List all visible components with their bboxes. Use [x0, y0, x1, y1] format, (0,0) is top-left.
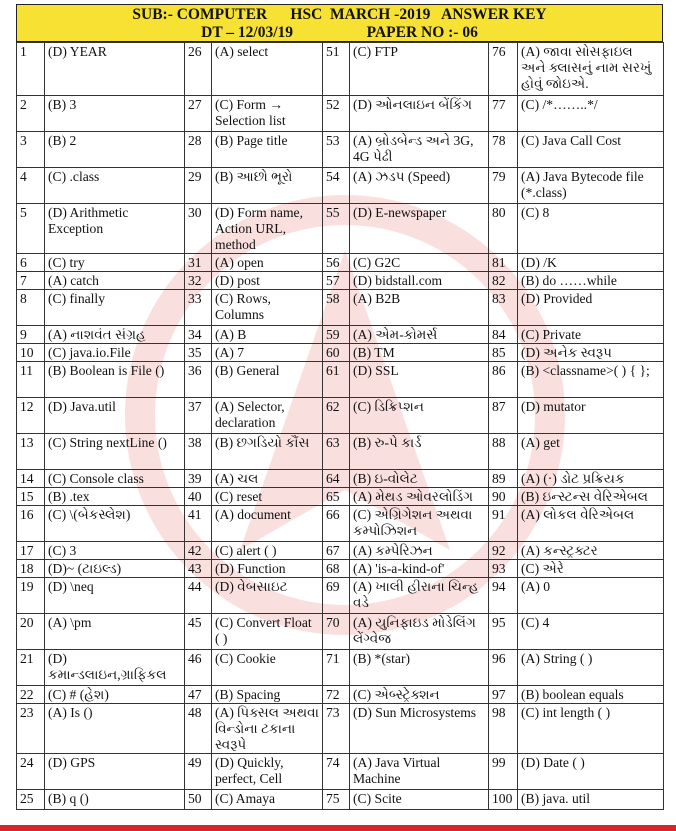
table-row — [17, 506, 664, 542]
question-number: 44 — [185, 578, 212, 614]
question-number: 49 — [185, 754, 212, 790]
answer-text: (C) reset — [212, 488, 323, 506]
question-number: 6 — [17, 254, 45, 272]
table-row — [17, 204, 664, 254]
answer-text: (A) ખાલી હીરાના ચિન્હ વડે — [350, 578, 489, 614]
answer-text: (B) ઇ-વોલેટ — [350, 470, 489, 488]
answer-text: (C) એગ્રિગેશન અથવા કમ્પોઝિશન — [350, 506, 489, 542]
question-number: 46 — [185, 650, 212, 686]
question-number: 45 — [185, 614, 212, 650]
question-number: 65 — [323, 488, 350, 506]
answer-text: (B) General — [212, 362, 323, 398]
question-number: 72 — [323, 686, 350, 704]
question-number: 78 — [489, 132, 518, 168]
answer-text: (C) એરે — [518, 560, 664, 578]
question-number: 85 — [489, 344, 518, 362]
question-number: 7 — [17, 272, 45, 290]
answer-text: (C) Java Call Cost — [518, 132, 664, 168]
answer-key-sheet — [16, 4, 663, 810]
question-number: 95 — [489, 614, 518, 650]
question-number: 86 — [489, 362, 518, 398]
answer-text: (B) આછો ભૂરો — [212, 168, 323, 204]
question-number: 16 — [17, 506, 45, 542]
table-row — [17, 43, 664, 96]
answer-text: (A) ચલ — [212, 470, 323, 488]
question-number: 37 — [185, 398, 212, 434]
answer-text: (C) ડિક્રિપ્શન — [350, 398, 489, 434]
answer-text: (B) .tex — [45, 488, 185, 506]
title-line-2: DT – 12/03/19 PAPER NO :- 06 — [201, 24, 478, 41]
answer-text: (C) Scite — [350, 790, 489, 810]
question-number: 35 — [185, 344, 212, 362]
table-row — [17, 362, 664, 398]
table-row — [17, 398, 664, 434]
question-number: 40 — [185, 488, 212, 506]
answer-text: (B) boolean equals — [518, 686, 664, 704]
question-number: 83 — [489, 290, 518, 326]
table-row — [17, 754, 664, 790]
question-number: 4 — [17, 168, 45, 204]
table-row — [17, 542, 664, 560]
question-number: 25 — [17, 790, 45, 810]
answer-text: (D) Quickly, perfect, Cell — [212, 754, 323, 790]
question-number: 26 — [185, 43, 212, 96]
question-number: 99 — [489, 754, 518, 790]
answer-text: (C) 4 — [518, 614, 664, 650]
answer-text: (A) 7 — [212, 344, 323, 362]
question-number: 3 — [17, 132, 45, 168]
question-number: 1 — [17, 43, 45, 96]
table-row — [17, 272, 664, 290]
question-number: 92 — [489, 542, 518, 560]
question-number: 76 — [489, 43, 518, 96]
answer-text: (B) *(star) — [350, 650, 489, 686]
answer-text: (D) ઓનલાઇન બેંકિંગ — [350, 96, 489, 132]
question-number: 84 — [489, 326, 518, 344]
answer-text: (D) અનેક સ્વરૂપ — [518, 344, 664, 362]
question-number: 94 — [489, 578, 518, 614]
question-number: 96 — [489, 650, 518, 686]
answer-text: (D) Arithmetic Exception — [45, 204, 185, 254]
question-number: 9 — [17, 326, 45, 344]
answer-text: (C) Console class — [45, 470, 185, 488]
answer-text: (D) mutator — [518, 398, 664, 434]
answer-text: (B) Spacing — [212, 686, 323, 704]
answer-text: (C) Cookie — [212, 650, 323, 686]
answer-text: (D) /K — [518, 254, 664, 272]
answer-text: (B) Page title — [212, 132, 323, 168]
question-number: 57 — [323, 272, 350, 290]
question-number: 14 — [17, 470, 45, 488]
question-number: 29 — [185, 168, 212, 204]
question-number: 60 — [323, 344, 350, 362]
answer-text: (A) Is () — [45, 704, 185, 754]
question-number: 30 — [185, 204, 212, 254]
question-number: 87 — [489, 398, 518, 434]
question-number: 48 — [185, 704, 212, 754]
question-number: 11 — [17, 362, 45, 398]
answer-text: (C) \(બેકસ્લેશ) — [45, 506, 185, 542]
answer-text: (C) 3 — [45, 542, 185, 560]
question-number: 79 — [489, 168, 518, 204]
question-number: 82 — [489, 272, 518, 290]
question-number: 24 — [17, 754, 45, 790]
question-number: 98 — [489, 704, 518, 754]
question-number: 75 — [323, 790, 350, 810]
answer-text: (D) post — [212, 272, 323, 290]
question-number: 17 — [17, 542, 45, 560]
answer-text: (D) Form name, Action URL, method — [212, 204, 323, 254]
answer-text: (A) મેથડ ઓવરલોડિંગ — [350, 488, 489, 506]
answer-text: (A) document — [212, 506, 323, 542]
answer-text: (A) Java Bytecode file (*.class) — [518, 168, 664, 204]
question-number: 20 — [17, 614, 45, 650]
answer-text: (A) એમ-કોમર્સ — [350, 326, 489, 344]
answer-text: (D) SSL — [350, 362, 489, 398]
answer-text: (A) B2B — [350, 290, 489, 326]
answer-text: (B) 3 — [45, 96, 185, 132]
question-number: 15 — [17, 488, 45, 506]
answer-text: (A) B — [212, 326, 323, 344]
question-number: 34 — [185, 326, 212, 344]
title-bar — [16, 4, 663, 42]
answer-text: (C) G2C — [350, 254, 489, 272]
answer-text: (D) કમાન્ડલાઇન,ગ્રાફિકલ — [45, 650, 185, 686]
question-number: 66 — [323, 506, 350, 542]
question-number: 61 — [323, 362, 350, 398]
table-row — [17, 168, 664, 204]
answer-text: (A) Java Virtual Machine — [350, 754, 489, 790]
answer-text: (A) પિક્સલ અથવા વિન્ડોના ટકાના સ્વરૂપે — [212, 704, 323, 754]
answer-text: (C) એબ્સ્ટ્રેક્શન — [350, 686, 489, 704]
answer-text: (A) કન્સ્ટ્રક્ટર — [518, 542, 664, 560]
question-number: 77 — [489, 96, 518, 132]
answer-text: (B) ઇન્સ્ટન્સ વેરિએબલ — [518, 488, 664, 506]
table-row — [17, 434, 664, 470]
answer-text: (C) Amaya — [212, 790, 323, 810]
answer-text: (B) do ……while — [518, 272, 664, 290]
answer-text: (C) String nextLine () — [45, 434, 185, 470]
answer-text: (A) 0 — [518, 578, 664, 614]
question-number: 55 — [323, 204, 350, 254]
question-number: 63 — [323, 434, 350, 470]
table-row — [17, 254, 664, 272]
answer-text: (D) YEAR — [45, 43, 185, 96]
table-row — [17, 560, 664, 578]
answer-text: (D) Date ( ) — [518, 754, 664, 790]
question-number: 90 — [489, 488, 518, 506]
question-number: 31 — [185, 254, 212, 272]
table-row — [17, 790, 664, 810]
question-number: 51 — [323, 43, 350, 96]
table-row — [17, 578, 664, 614]
question-number: 42 — [185, 542, 212, 560]
answer-text: (D) \neq — [45, 578, 185, 614]
answer-text: (C) /*……..*/ — [518, 96, 664, 132]
question-number: 21 — [17, 650, 45, 686]
table-row — [17, 132, 664, 168]
question-number: 81 — [489, 254, 518, 272]
question-number: 68 — [323, 560, 350, 578]
question-number: 33 — [185, 290, 212, 326]
table-row — [17, 344, 664, 362]
question-number: 19 — [17, 578, 45, 614]
table-row — [17, 650, 664, 686]
question-number: 39 — [185, 470, 212, 488]
question-number: 91 — [489, 506, 518, 542]
answer-text: (C) FTP — [350, 43, 489, 96]
question-number: 62 — [323, 398, 350, 434]
question-number: 93 — [489, 560, 518, 578]
answer-text: (C) finally — [45, 290, 185, 326]
table-row — [17, 326, 664, 344]
question-number: 47 — [185, 686, 212, 704]
question-number: 18 — [17, 560, 45, 578]
question-number: 8 — [17, 290, 45, 326]
answer-text: (A) લોકલ વેરિએબલ — [518, 506, 664, 542]
question-number: 74 — [323, 754, 350, 790]
title-line-1: SUB:- COMPUTER HSC MARCH -2019 ANSWER KEY — [132, 6, 547, 23]
question-number: 80 — [489, 204, 518, 254]
question-number: 43 — [185, 560, 212, 578]
question-number: 52 — [323, 96, 350, 132]
question-number: 89 — [489, 470, 518, 488]
table-row — [17, 704, 664, 754]
answer-text: (A) યુનિફાઇડ મોડેલિંગ લેંગ્વેજ — [350, 614, 489, 650]
table-row — [17, 290, 664, 326]
answer-text: (A) (·) ડોટ પ્રક્રિયક — [518, 470, 664, 488]
answer-text: (C) int length ( ) — [518, 704, 664, 754]
answer-text: (A) open — [212, 254, 323, 272]
answer-text: (B) Boolean is File () — [45, 362, 185, 398]
answer-table — [16, 42, 664, 810]
answer-text: (C) alert ( ) — [212, 542, 323, 560]
answer-text: (A) ઝડપ (Speed) — [350, 168, 489, 204]
question-number: 22 — [17, 686, 45, 704]
answer-text: (D) વેબસાઇટ — [212, 578, 323, 614]
question-number: 71 — [323, 650, 350, 686]
question-number: 100 — [489, 790, 518, 810]
answer-text: (A) નાશવંત સંગ્રહ — [45, 326, 185, 344]
bottom-red-bar — [0, 825, 676, 831]
answer-text: (C) Private — [518, 326, 664, 344]
question-number: 50 — [185, 790, 212, 810]
table-row — [17, 96, 664, 132]
answer-text: (B) 2 — [45, 132, 185, 168]
question-number: 70 — [323, 614, 350, 650]
question-number: 88 — [489, 434, 518, 470]
question-number: 64 — [323, 470, 350, 488]
answer-text: (C) # (હેશ) — [45, 686, 185, 704]
answer-text: (D) Provided — [518, 290, 664, 326]
answer-text: (C) 8 — [518, 204, 664, 254]
question-number: 2 — [17, 96, 45, 132]
question-number: 28 — [185, 132, 212, 168]
question-number: 23 — [17, 704, 45, 754]
answer-text: (C) try — [45, 254, 185, 272]
answer-text: (A) કમ્પેરિઝન — [350, 542, 489, 560]
answer-text: (B) java. util — [518, 790, 664, 810]
answer-text: (C) java.io.File — [45, 344, 185, 362]
answer-text: (D) Java.util — [45, 398, 185, 434]
question-number: 41 — [185, 506, 212, 542]
question-number: 56 — [323, 254, 350, 272]
table-row — [17, 470, 664, 488]
answer-text: (A) Selector, declaration — [212, 398, 323, 434]
question-number: 69 — [323, 578, 350, 614]
answer-text: (B) q () — [45, 790, 185, 810]
answer-text: (D) E-newspaper — [350, 204, 489, 254]
table-row — [17, 614, 664, 650]
answer-text: (B) રુ-પે કાર્ડ — [350, 434, 489, 470]
answer-text: (D) bidstall.com — [350, 272, 489, 290]
answer-text: (D) Function — [212, 560, 323, 578]
answer-text: (C) Form → Selection list — [212, 96, 323, 132]
answer-text: (C) Convert Float ( ) — [212, 614, 323, 650]
answer-text: (D)~ (ટાઇલ્ડ) — [45, 560, 185, 578]
question-number: 73 — [323, 704, 350, 754]
question-number: 97 — [489, 686, 518, 704]
answer-text: (C) Rows, Columns — [212, 290, 323, 326]
question-number: 5 — [17, 204, 45, 254]
answer-text: (D) GPS — [45, 754, 185, 790]
answer-text: (D) Sun Microsystems — [350, 704, 489, 754]
question-number: 27 — [185, 96, 212, 132]
answer-text: (A) \pm — [45, 614, 185, 650]
question-number: 12 — [17, 398, 45, 434]
table-row — [17, 686, 664, 704]
answer-text: (A) 'is-a-kind-of' — [350, 560, 489, 578]
question-number: 10 — [17, 344, 45, 362]
question-number: 36 — [185, 362, 212, 398]
answer-text: (A) catch — [45, 272, 185, 290]
question-number: 67 — [323, 542, 350, 560]
question-number: 54 — [323, 168, 350, 204]
answer-text: (C) .class — [45, 168, 185, 204]
answer-text: (B) TM — [350, 344, 489, 362]
question-number: 58 — [323, 290, 350, 326]
question-number: 32 — [185, 272, 212, 290]
table-row — [17, 488, 664, 506]
answer-text: (A) બ્રોડબેન્ડ અને 3G, 4G પેઢી — [350, 132, 489, 168]
answer-text: (B) છગડિયો કૌંસ — [212, 434, 323, 470]
question-number: 53 — [323, 132, 350, 168]
question-number: 13 — [17, 434, 45, 470]
question-number: 38 — [185, 434, 212, 470]
answer-text: (B) <classname>( ) { }; — [518, 362, 664, 398]
answer-text: (A) select — [212, 43, 323, 96]
answer-text: (A) get — [518, 434, 664, 470]
question-number: 59 — [323, 326, 350, 344]
answer-text: (A) String ( ) — [518, 650, 664, 686]
answer-text: (A) જાવા સોસફાઇલ અને ક્લાસનું નામ સરખું હોવું જોઇએ. — [518, 43, 664, 96]
